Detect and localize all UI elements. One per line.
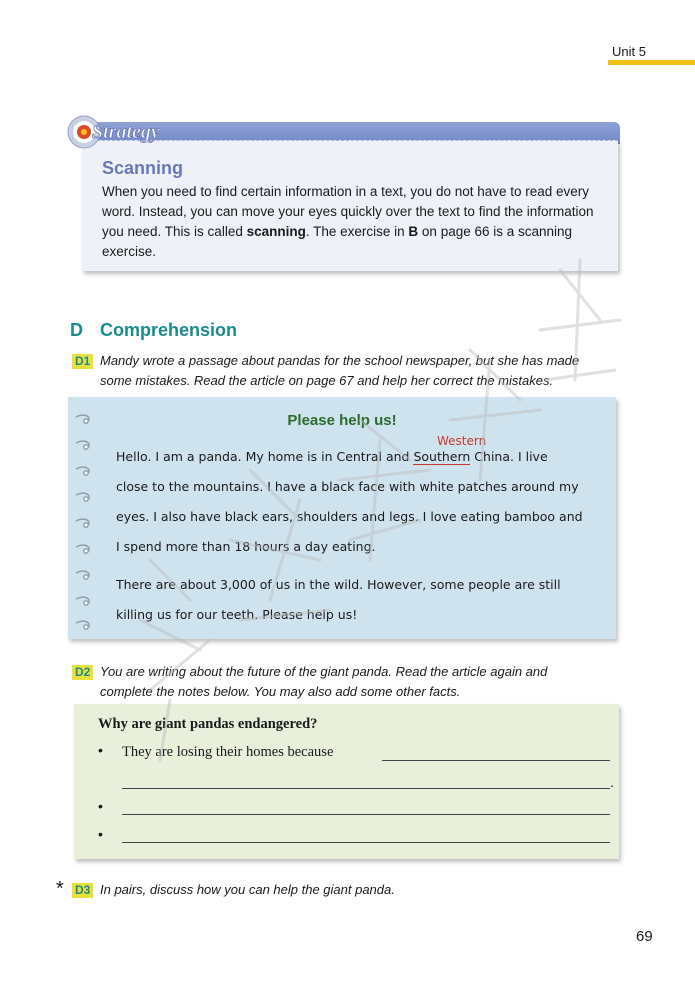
article-line-6: killing us for our teeth. Please help us! bbox=[116, 607, 358, 622]
article-line-2: close to the mountains. I have a black face with white patches around my bbox=[116, 479, 579, 494]
article-line-3: eyes. I also have black ears, shoulders and legs. I love eating bamboo and bbox=[116, 509, 583, 524]
correction-western: Western bbox=[437, 434, 487, 448]
answer-line-1[interactable] bbox=[382, 760, 610, 761]
d1-tag: D1 bbox=[72, 354, 93, 369]
notebook-article bbox=[68, 397, 616, 639]
bullet-icon: • bbox=[98, 742, 103, 758]
strategy-text: When you need to find certain information in a text, you do not have to read every word. Instead, you can move your eyes quickly over the text to find the information you need. This is called scanning. The exercise in B on page 66 is a scanning exercise. bbox=[102, 184, 594, 259]
answer-line-2[interactable] bbox=[122, 788, 610, 789]
section-title: Comprehension bbox=[100, 320, 238, 340]
section-letter: D bbox=[70, 320, 83, 340]
strategy-heading: Scanning bbox=[102, 158, 184, 178]
period-mark: . bbox=[610, 774, 614, 790]
unit-label: Unit 5 bbox=[612, 44, 646, 59]
article-line-1: Hello. I am a panda. My home is in Central and Southern China. I live bbox=[116, 449, 548, 464]
answer-line-3[interactable] bbox=[122, 814, 610, 815]
d1-instruction-1: Mandy wrote a passage about pandas for the school newspaper, but she has made bbox=[100, 353, 580, 368]
spiral-rings-icon bbox=[72, 411, 98, 631]
d2-instruction-1: You are writing about the future of the giant panda. Read the article again and bbox=[100, 664, 548, 679]
d3-tag: D3 bbox=[72, 883, 93, 898]
d1-instruction-2: some mistakes. Read the article on page 67 and help her correct the mistakes. bbox=[100, 373, 554, 388]
d2-tag: D2 bbox=[72, 665, 93, 680]
svg-text:Strategy: Strategy bbox=[92, 121, 160, 143]
d2-instruction-2: complete the notes below. You may also add some other facts. bbox=[100, 684, 461, 699]
bullet-icon: • bbox=[98, 826, 103, 842]
star-icon: * bbox=[56, 878, 64, 900]
answer-line-4[interactable] bbox=[122, 842, 610, 843]
article-line-4: I spend more than 18 hours a day eating. bbox=[116, 539, 376, 554]
notebook-title: Please help us! bbox=[287, 412, 397, 429]
bullet-icon: • bbox=[98, 798, 103, 814]
notes-bullet-1-text: They are losing their homes because bbox=[122, 744, 334, 760]
page-number: 69 bbox=[636, 928, 653, 945]
notes-box bbox=[74, 704, 619, 859]
unit-bar bbox=[608, 60, 695, 65]
strategy-logo-icon bbox=[62, 108, 212, 152]
notes-title: Why are giant pandas endangered? bbox=[98, 716, 318, 732]
d3-instruction: In pairs, discuss how you can help the giant panda. bbox=[100, 882, 395, 897]
strategy-box bbox=[62, 100, 622, 275]
article-line-5: There are about 3,000 of us in the wild. However, some people are still bbox=[116, 577, 561, 592]
underlined-mistake: Southern bbox=[413, 449, 471, 464]
